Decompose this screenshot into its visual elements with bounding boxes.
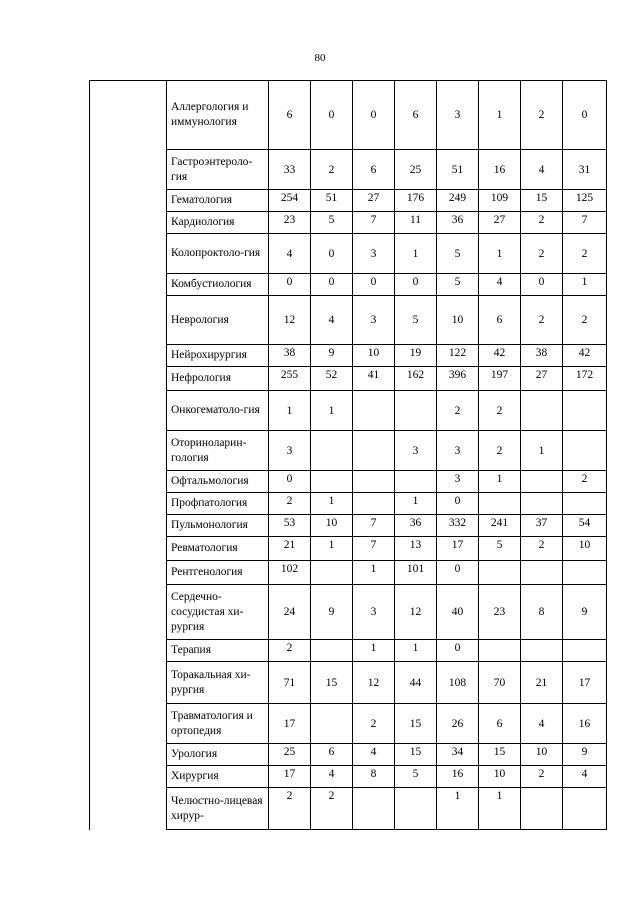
value-cell: 1 [479, 81, 521, 150]
table-row [90, 704, 607, 744]
specialty-name-cell: Неврология [167, 296, 269, 345]
value-cell: 241 [479, 515, 521, 537]
value-cell [353, 431, 395, 471]
specialty-name-cell: Рентгенология [167, 561, 269, 585]
table-row [90, 744, 607, 766]
table-row [90, 640, 607, 662]
value-cell: 6 [395, 81, 437, 150]
value-cell [521, 788, 563, 830]
value-cell: 0 [269, 471, 311, 493]
value-cell: 396 [437, 367, 479, 391]
table-row [90, 212, 607, 234]
value-cell: 9 [311, 585, 353, 640]
value-cell: 2 [269, 493, 311, 515]
value-cell: 254 [269, 190, 311, 212]
value-cell: 16 [437, 766, 479, 788]
value-cell: 9 [563, 744, 607, 766]
value-cell: 2 [353, 704, 395, 744]
value-cell: 70 [479, 662, 521, 704]
value-cell: 2 [479, 391, 521, 431]
value-cell: 3 [353, 296, 395, 345]
value-cell: 4 [311, 766, 353, 788]
specialty-name-cell: Травматология и ортопедия [167, 704, 269, 744]
value-cell: 1 [311, 493, 353, 515]
value-cell: 52 [311, 367, 353, 391]
value-cell: 249 [437, 190, 479, 212]
value-cell: 0 [311, 274, 353, 296]
value-cell: 36 [437, 212, 479, 234]
value-cell: 4 [479, 274, 521, 296]
value-cell: 4 [563, 766, 607, 788]
value-cell: 0 [563, 81, 607, 150]
value-cell [311, 471, 353, 493]
value-cell: 1 [479, 234, 521, 274]
value-cell: 1 [563, 274, 607, 296]
specialty-name-cell: Онкогематоло-гия [167, 391, 269, 431]
value-cell: 109 [479, 190, 521, 212]
value-cell: 15 [521, 190, 563, 212]
value-cell: 332 [437, 515, 479, 537]
value-cell: 4 [311, 296, 353, 345]
table-row [90, 537, 607, 561]
value-cell [311, 561, 353, 585]
value-cell: 3 [437, 81, 479, 150]
value-cell: 21 [269, 537, 311, 561]
value-cell: 0 [269, 274, 311, 296]
value-cell: 3 [353, 234, 395, 274]
value-cell: 108 [437, 662, 479, 704]
value-cell: 23 [269, 212, 311, 234]
value-cell: 6 [353, 150, 395, 190]
value-cell: 2 [521, 537, 563, 561]
value-cell: 0 [437, 640, 479, 662]
value-cell: 0 [521, 274, 563, 296]
table-row [90, 431, 607, 471]
table-row [90, 585, 607, 640]
table-row [90, 150, 607, 190]
value-cell: 54 [563, 515, 607, 537]
value-cell: 5 [437, 274, 479, 296]
specialty-name-cell: Нефрология [167, 367, 269, 391]
value-cell: 2 [521, 212, 563, 234]
value-cell: 27 [521, 367, 563, 391]
value-cell: 2 [479, 431, 521, 471]
value-cell: 10 [353, 345, 395, 367]
value-cell: 15 [479, 744, 521, 766]
value-cell: 5 [311, 212, 353, 234]
value-cell: 4 [353, 744, 395, 766]
value-cell: 38 [269, 345, 311, 367]
specialty-name-cell: Сердечно-сосудистая хи-рургия [167, 585, 269, 640]
table-row [90, 234, 607, 274]
value-cell [563, 431, 607, 471]
value-cell: 17 [437, 537, 479, 561]
value-cell [521, 391, 563, 431]
value-cell: 2 [563, 234, 607, 274]
value-cell: 10 [521, 744, 563, 766]
value-cell: 36 [395, 515, 437, 537]
value-cell: 15 [395, 744, 437, 766]
value-cell: 41 [353, 367, 395, 391]
value-cell: 0 [437, 493, 479, 515]
empty-first-column [90, 81, 167, 830]
value-cell: 0 [437, 561, 479, 585]
value-cell: 10 [311, 515, 353, 537]
value-cell: 53 [269, 515, 311, 537]
value-cell: 33 [269, 150, 311, 190]
table-row [90, 493, 607, 515]
value-cell: 7 [353, 212, 395, 234]
value-cell: 7 [353, 537, 395, 561]
value-cell: 1 [395, 234, 437, 274]
specialty-name-cell: Гематология [167, 190, 269, 212]
value-cell: 8 [521, 585, 563, 640]
value-cell: 15 [395, 704, 437, 744]
specialty-name-cell: Челюстно-лицевая хирур- [167, 788, 269, 830]
value-cell: 3 [437, 471, 479, 493]
value-cell: 19 [395, 345, 437, 367]
specialty-name-cell: Аллергология и иммунология [167, 81, 269, 150]
value-cell: 1 [311, 537, 353, 561]
specialty-name-cell: Торакальная хи-рургия [167, 662, 269, 704]
table-row [90, 561, 607, 585]
table-row [90, 391, 607, 431]
value-cell: 2 [563, 471, 607, 493]
value-cell: 101 [395, 561, 437, 585]
table-row [90, 788, 607, 830]
value-cell: 5 [479, 537, 521, 561]
value-cell: 1 [395, 640, 437, 662]
value-cell: 51 [311, 190, 353, 212]
value-cell: 31 [563, 150, 607, 190]
value-cell: 42 [479, 345, 521, 367]
table-row [90, 274, 607, 296]
value-cell [395, 471, 437, 493]
value-cell: 23 [479, 585, 521, 640]
specialty-name-cell: Оториноларин-гология [167, 431, 269, 471]
value-cell: 5 [395, 766, 437, 788]
value-cell: 1 [395, 493, 437, 515]
value-cell: 255 [269, 367, 311, 391]
value-cell: 17 [269, 704, 311, 744]
value-cell [311, 640, 353, 662]
table-row [90, 515, 607, 537]
value-cell: 122 [437, 345, 479, 367]
value-cell: 26 [437, 704, 479, 744]
specialty-name-cell: Колопроктоло-гия [167, 234, 269, 274]
table-row [90, 345, 607, 367]
value-cell [563, 788, 607, 830]
table-row [90, 471, 607, 493]
value-cell [479, 640, 521, 662]
value-cell: 24 [269, 585, 311, 640]
value-cell: 71 [269, 662, 311, 704]
value-cell: 12 [395, 585, 437, 640]
value-cell: 2 [521, 766, 563, 788]
value-cell: 2 [269, 640, 311, 662]
value-cell: 42 [563, 345, 607, 367]
value-cell: 0 [353, 81, 395, 150]
value-cell [395, 391, 437, 431]
value-cell: 25 [395, 150, 437, 190]
value-cell: 51 [437, 150, 479, 190]
value-cell: 2 [437, 391, 479, 431]
value-cell [521, 493, 563, 515]
value-cell: 12 [269, 296, 311, 345]
specialty-name-cell: Ревматология [167, 537, 269, 561]
value-cell [521, 471, 563, 493]
specialty-name-cell: Терапия [167, 640, 269, 662]
value-cell: 1 [353, 561, 395, 585]
value-cell: 0 [395, 274, 437, 296]
value-cell: 2 [521, 296, 563, 345]
value-cell: 6 [269, 81, 311, 150]
specialty-name-cell: Кардиология [167, 212, 269, 234]
specialty-name-cell: Гастроэнтероло-гия [167, 150, 269, 190]
value-cell: 1 [479, 788, 521, 830]
specialty-name-cell: Нейрохирургия [167, 345, 269, 367]
value-cell: 2 [563, 296, 607, 345]
value-cell: 1 [269, 391, 311, 431]
value-cell: 13 [395, 537, 437, 561]
value-cell: 162 [395, 367, 437, 391]
value-cell: 21 [521, 662, 563, 704]
value-cell [353, 391, 395, 431]
value-cell [479, 561, 521, 585]
value-cell: 4 [269, 234, 311, 274]
value-cell: 2 [311, 788, 353, 830]
table-row [90, 662, 607, 704]
value-cell: 3 [269, 431, 311, 471]
value-cell: 2 [521, 234, 563, 274]
value-cell [395, 788, 437, 830]
value-cell: 1 [521, 431, 563, 471]
value-cell: 1 [311, 391, 353, 431]
value-cell: 2 [311, 150, 353, 190]
value-cell: 3 [353, 585, 395, 640]
table-row [90, 296, 607, 345]
value-cell: 6 [311, 744, 353, 766]
value-cell: 8 [353, 766, 395, 788]
value-cell [479, 493, 521, 515]
value-cell: 40 [437, 585, 479, 640]
value-cell: 172 [563, 367, 607, 391]
value-cell: 1 [353, 640, 395, 662]
table-row [90, 766, 607, 788]
value-cell: 4 [521, 704, 563, 744]
value-cell [311, 431, 353, 471]
value-cell: 15 [311, 662, 353, 704]
value-cell: 27 [479, 212, 521, 234]
specialty-name-cell: Урология [167, 744, 269, 766]
value-cell: 37 [521, 515, 563, 537]
value-cell: 1 [437, 788, 479, 830]
specialty-statistics-table [89, 80, 607, 830]
value-cell: 176 [395, 190, 437, 212]
value-cell: 0 [311, 234, 353, 274]
value-cell: 17 [563, 662, 607, 704]
value-cell [353, 788, 395, 830]
value-cell [563, 493, 607, 515]
value-cell [521, 561, 563, 585]
value-cell [563, 391, 607, 431]
value-cell: 25 [269, 744, 311, 766]
table-row [90, 81, 607, 150]
value-cell: 10 [437, 296, 479, 345]
value-cell: 27 [353, 190, 395, 212]
value-cell: 125 [563, 190, 607, 212]
value-cell: 17 [269, 766, 311, 788]
value-cell: 7 [563, 212, 607, 234]
table-row [90, 367, 607, 391]
value-cell: 12 [353, 662, 395, 704]
value-cell [353, 471, 395, 493]
specialty-name-cell: Офтальмология [167, 471, 269, 493]
value-cell: 11 [395, 212, 437, 234]
value-cell: 3 [395, 431, 437, 471]
value-cell: 10 [479, 766, 521, 788]
value-cell [563, 561, 607, 585]
value-cell [311, 704, 353, 744]
value-cell: 4 [521, 150, 563, 190]
table-row [90, 190, 607, 212]
value-cell: 16 [563, 704, 607, 744]
value-cell [563, 640, 607, 662]
statistics-table-wrapper [89, 80, 607, 830]
value-cell: 1 [479, 471, 521, 493]
value-cell: 44 [395, 662, 437, 704]
value-cell: 34 [437, 744, 479, 766]
value-cell: 102 [269, 561, 311, 585]
specialty-name-cell: Профпатология [167, 493, 269, 515]
value-cell: 10 [563, 537, 607, 561]
value-cell: 7 [353, 515, 395, 537]
value-cell [353, 493, 395, 515]
specialty-name-cell: Комбустиология [167, 274, 269, 296]
page-number: 80 [314, 52, 326, 64]
specialty-name-cell: Хирургия [167, 766, 269, 788]
value-cell: 5 [437, 234, 479, 274]
value-cell: 2 [521, 81, 563, 150]
value-cell: 5 [395, 296, 437, 345]
value-cell: 6 [479, 704, 521, 744]
value-cell: 3 [437, 431, 479, 471]
value-cell: 0 [353, 274, 395, 296]
specialty-name-cell: Пульмонология [167, 515, 269, 537]
value-cell: 6 [479, 296, 521, 345]
value-cell: 197 [479, 367, 521, 391]
value-cell [521, 640, 563, 662]
value-cell: 16 [479, 150, 521, 190]
value-cell: 0 [311, 81, 353, 150]
value-cell: 38 [521, 345, 563, 367]
value-cell: 9 [311, 345, 353, 367]
value-cell: 9 [563, 585, 607, 640]
value-cell: 2 [269, 788, 311, 830]
